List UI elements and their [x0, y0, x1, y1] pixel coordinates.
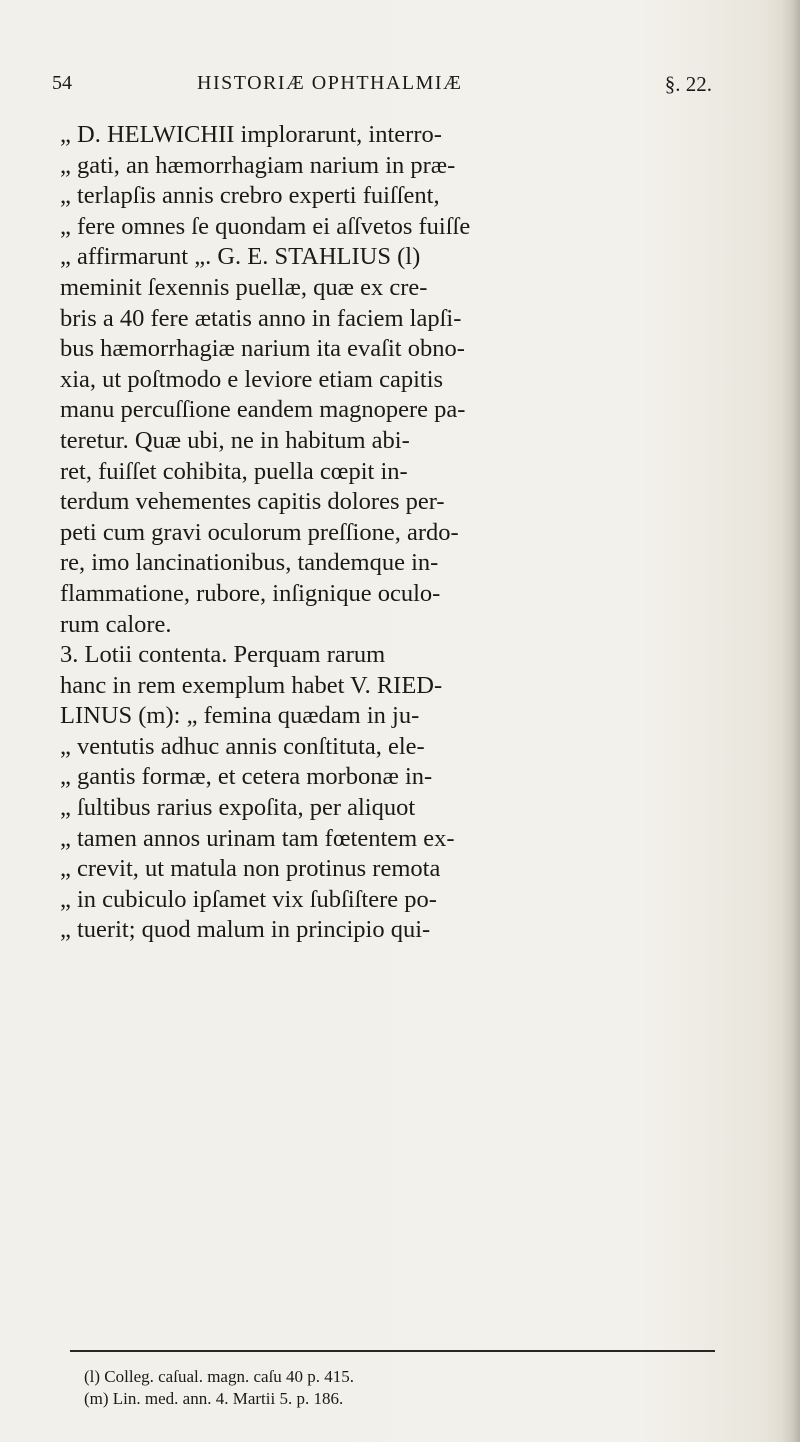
page-edge-shadow: [782, 0, 800, 1442]
text-line: „ gati, an hæmorrhagiam narium in præ-: [60, 151, 456, 179]
text-line: terdum vehementes capitis dolores per-: [60, 488, 445, 516]
text-line: manu percuſſione eandem magnopere pa-: [60, 396, 466, 424]
text-line: „ in cubiculo ipſamet vix ſubſiſtere po-: [60, 885, 437, 913]
text-line: LINUS (m): „ femina quædam in ju-: [60, 702, 420, 730]
text-line: teretur. Quæ ubi, ne in habitum abi-: [60, 426, 410, 454]
page-header: [52, 72, 712, 106]
footnotes: [84, 1366, 724, 1410]
text-line: hanc in rem exemplum habet V. RIED-: [60, 671, 443, 699]
text-line: xia, ut poſtmodo e leviore etiam capitis: [60, 365, 444, 393]
page-number: 54: [52, 72, 72, 94]
footnote-rule: [70, 1350, 715, 1352]
text-line: „ tamen annos urinam tam fœtentem ex-: [60, 824, 455, 852]
text-line: re, imo lancinationibus, tandemque in-: [60, 549, 439, 577]
text-line: flammatione, rubore, inſignique oculo-: [60, 579, 441, 607]
text-line: bus hæmorrhagiæ narium ita evaſit obno-: [60, 335, 465, 363]
body-text: [60, 120, 720, 946]
footnote-l: (l) Colleg. caſual. magn. caſu 40 p. 415.: [84, 1367, 355, 1386]
text-line: „ fere omnes ſe quondam ei aſſvetos fuiſſe: [60, 212, 471, 240]
text-line: „ affirmarunt „. G. E. STAHLIUS (l): [60, 243, 421, 271]
running-title: HISTORIÆ OPHTHALMIÆ: [197, 72, 463, 94]
text-line: „ terlapſis annis crebro experti fuiſſent,: [60, 182, 440, 210]
text-line: peti cum gravi oculorum preſſione, ardo-: [60, 518, 459, 546]
text-line: „ tuerit; quod malum in principio qui-: [60, 916, 431, 944]
footnote-m: (m) Lin. med. ann. 4. Martii 5. p. 186.: [84, 1389, 344, 1408]
text-line: „ gantis formæ, et cetera morbonæ in-: [60, 763, 433, 791]
text-line: meminit ſexennis puellæ, quæ ex cre-: [60, 273, 428, 301]
text-line: bris a 40 fere ætatis anno in faciem lapſi-: [60, 304, 462, 332]
section-number: §. 22.: [664, 72, 712, 96]
text-line: rum calore.: [60, 610, 172, 638]
text-line: „ ſultibus rarius expoſita, per aliquot: [60, 794, 416, 822]
text-line: ret, fuiſſet cohibita, puella cœpit in-: [60, 457, 408, 485]
text-line: „ ventutis adhuc annis conſtituta, ele-: [60, 732, 425, 760]
text-line: 3. Lotii contenta. Perquam rarum: [60, 641, 386, 669]
text-line: „ crevit, ut matula non protinus remota: [60, 855, 441, 883]
text-line: „ D. HELWICHII implorarunt, interro-: [60, 121, 442, 148]
